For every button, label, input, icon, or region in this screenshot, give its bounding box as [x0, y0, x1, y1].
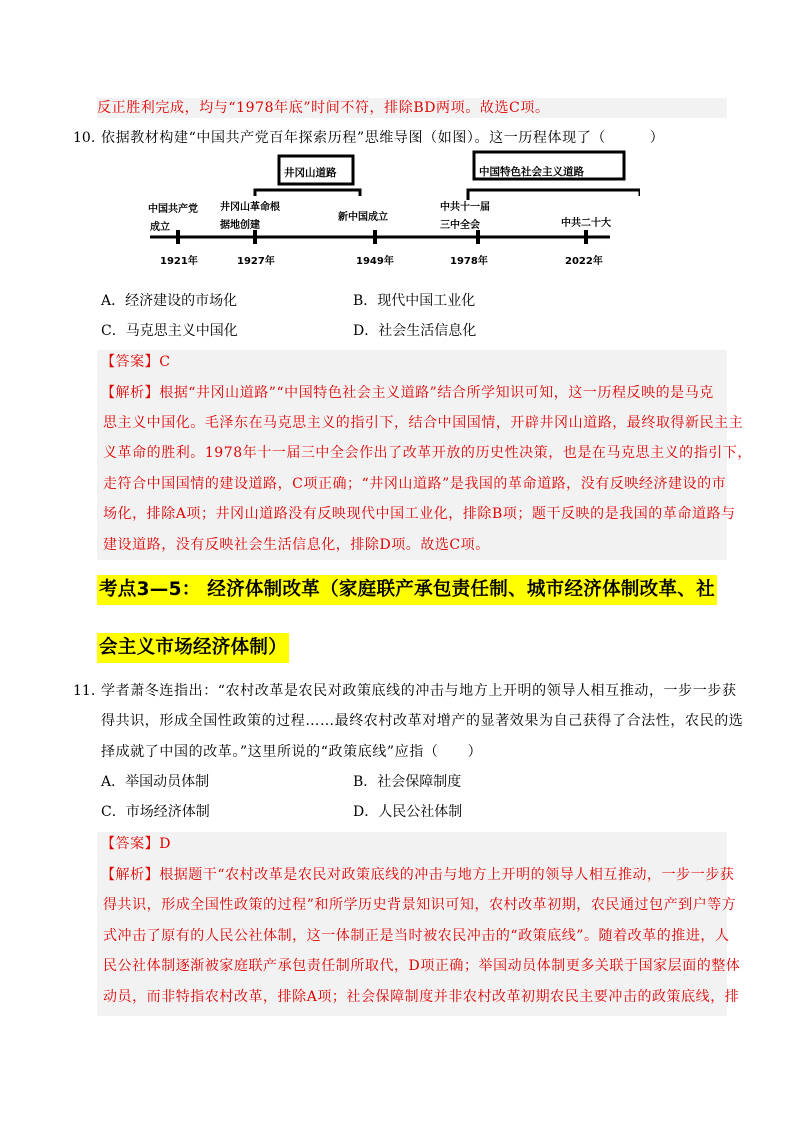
- q10-analysis-line-6: 建设道路，没有反映社会生活信息化，排除D项。故选C项。: [103, 537, 490, 553]
- event-1949-year: 1949年: [356, 256, 394, 267]
- q11-option-a[interactable]: A．举国动员体制: [101, 774, 210, 790]
- q11-answer: 【答案】D: [101, 836, 171, 852]
- question-11-stem-line-2: 得共识，形成全国性政策的过程……最终农村改革对增产的显著效果为自己获得了合法性，农民的选: [101, 713, 744, 729]
- event-1921-year: 1921年: [160, 256, 198, 267]
- tick-2022: [584, 230, 588, 244]
- q10-option-c[interactable]: C．马克思主义中国化: [101, 323, 238, 339]
- q10-answer-block: [97, 350, 752, 560]
- q11-analysis-line-2: 得共识，形成全国性政策的过程”和所学历史背景知识可知，农村改革初期，农民通过包产到户等方: [103, 897, 737, 913]
- event-1978-top: 中共十一届: [440, 202, 490, 213]
- mind-map-diagram: [140, 148, 640, 273]
- question-10-stem: 依据教材构建“中国共产党百年探索历程”思维导图（如图）。这一历程体现了（ ）: [101, 130, 665, 146]
- q11-option-c[interactable]: C．市场经济体制: [101, 804, 210, 820]
- q10-option-b[interactable]: B．现代中国工业化: [353, 293, 476, 309]
- q11-analysis-line-4: 民公社体制逐渐被家庭联产承包责任制所取代，D项正确；举国动员体制更多关联于国家层面的整体: [103, 958, 741, 974]
- q11-analysis-line-1: 【解析】根据题干“农村改革是农民对政策底线的冲击与地方上开明的领导人相互推动，一步一步获: [101, 867, 735, 883]
- q10-option-a[interactable]: A．经济建设的市场化: [101, 293, 238, 309]
- tick-1978: [476, 230, 480, 244]
- bracket-socialist-road: [468, 190, 640, 200]
- q10-analysis-line-5: 场化，排除A项；井冈山道路没有反映现代中国工业化，排除B项；题干反映的是我国的革命道路与: [103, 506, 736, 522]
- q10-option-d[interactable]: D．社会生活信息化: [353, 323, 477, 339]
- section-heading-line-1: 考点3—5： 经济体制改革（家庭联产承包责任制、城市经济体制改革、社: [97, 575, 717, 605]
- event-1927-year: 1927年: [237, 256, 275, 267]
- q10-answer: 【答案】C: [101, 354, 171, 370]
- box-socialist-road-label: 中国特色社会主义道路: [479, 166, 584, 178]
- section-heading-line-2: 会主义市场经济体制）: [97, 633, 289, 663]
- q11-answer-block: [97, 832, 741, 1016]
- box-jinggangshan-label: 井冈山道路: [284, 167, 337, 179]
- question-11-stem-line-1: 学者萧冬连指出：“农村改革是农民对政策底线的冲击与地方上开明的领导人相互推动，一步一步获: [101, 683, 737, 699]
- q11-analysis-line-3: 式冲击了原有的人民公社体制，这一体制正是当时被农民冲击的“政策底线”。随着改革的推进，人: [103, 928, 730, 944]
- question-11-number: 11.: [73, 683, 96, 699]
- event-2022-top: 中共二十大: [561, 218, 611, 229]
- event-1927-bottom: 据地创建: [220, 220, 260, 231]
- tick-1949: [373, 230, 377, 244]
- q11-option-d[interactable]: D．人民公社体制: [353, 804, 463, 820]
- event-2022-year: 2022年: [565, 256, 603, 267]
- q10-analysis-line-3: 义革命的胜利。1978年十一届三中全会作出了改革开放的历史性决策，也是在马克思主义的指引下，: [103, 445, 752, 461]
- event-1921-top: 中国共产党: [148, 204, 198, 215]
- event-1921-bottom: 成立: [150, 222, 170, 233]
- previous-analysis-tail: 反正胜利完成，均与“1978年底”时间不符，排除BD两项。故选C项。: [97, 98, 727, 118]
- q11-analysis-line-5: 动员，而非特指农村改革，排除A项；社会保障制度并非农村改革初期农民主要冲击的政策底线，排: [103, 989, 740, 1005]
- event-1949-top: 新中国成立: [338, 212, 388, 223]
- tick-1921: [176, 230, 180, 244]
- q10-analysis-line-2: 思主义中国化。毛泽东在马克思主义的指引下，结合中国国情，开辟井冈山道路，最终取得新民主主: [103, 415, 744, 431]
- event-1978-year: 1978年: [450, 256, 488, 267]
- bracket-jinggangshan: [255, 190, 360, 196]
- question-10-number: 10.: [73, 130, 96, 146]
- question-11-stem-line-3: 择成就了中国的改革。”这里所说的“政策底线”应指（ ）: [101, 744, 483, 760]
- q11-option-b[interactable]: B．社会保障制度: [353, 774, 462, 790]
- event-1978-bottom: 三中全会: [440, 220, 480, 231]
- tick-1927: [253, 230, 257, 244]
- q10-analysis-line-4: 走符合中国国情的建设道路，C项正确；“井冈山道路”是我国的革命道路，没有反映经济建设的市: [103, 476, 727, 492]
- q10-analysis-line-1: 【解析】根据“井冈山道路”“中国特色社会主义道路”结合所学知识可知，这一历程反映的是马克: [101, 385, 714, 401]
- event-1927-top: 井冈山革命根: [220, 202, 280, 213]
